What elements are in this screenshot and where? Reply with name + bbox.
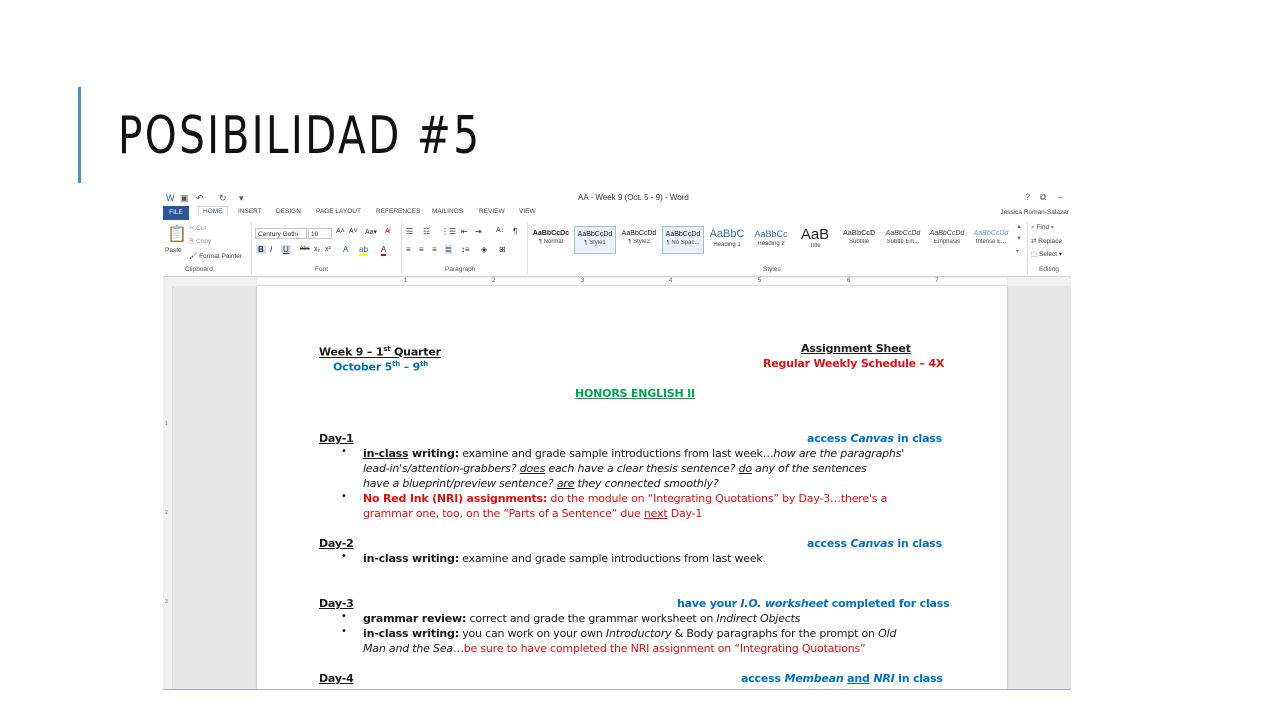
day3-access: have your I.O. worksheet completed for class (677, 597, 950, 610)
clear-formatting-icon[interactable]: A̸ (385, 228, 390, 235)
font-name-select[interactable]: Century Gothi (255, 228, 307, 239)
bullet-icon: • (341, 551, 347, 562)
day3-item2-line2: Man and the Sea…be sure to have completed the NRI assignment on “Integrating Quotations” (363, 642, 866, 655)
screenshot-bottom-edge (163, 689, 1071, 690)
assignment-sheet-heading: Assignment Sheet (801, 342, 911, 355)
style-preview: AaBbCcDd (577, 231, 613, 238)
increase-indent-icon[interactable]: ⇥ (475, 227, 482, 236)
tab-mailings[interactable]: MAILINGS (432, 208, 464, 215)
numbering-icon[interactable]: ☷ (423, 227, 431, 236)
ruler-number: 7 (935, 278, 939, 284)
decrease-indent-icon[interactable]: ⇤ (461, 227, 468, 236)
font-group-label: Font (315, 266, 329, 273)
day1-item2-line2: grammar one, too, on the “Parts of a Sentence” due next Day-1 (363, 507, 703, 520)
copy-button[interactable]: ⎘ Copy (189, 238, 212, 245)
style-preview: AaBbCcDd (665, 231, 701, 238)
ruler-number: 6 (847, 278, 851, 284)
style-name: Heading 2 (757, 241, 785, 247)
vruler-number: 1 (165, 421, 168, 427)
word-screenshot (163, 190, 1071, 690)
style-name: ¶ Style1 (584, 240, 606, 246)
align-right-icon[interactable]: ≡ (432, 245, 437, 254)
divider (1027, 222, 1028, 274)
day2-item1: in-class writing: examine and grade sample introductions from last week (363, 552, 763, 565)
day1-item1-line1: in-class writing: examine and grade sample introductions from last week…how are the paragraphs' (363, 447, 905, 460)
title-bar (163, 190, 1071, 206)
style-tile[interactable] (750, 226, 792, 254)
justify-icon[interactable]: ≣ (445, 245, 452, 254)
day3-item1: grammar review: correct and grade the grammar worksheet on Indirect Objects (363, 612, 801, 625)
italic-icon[interactable]: I (270, 245, 273, 254)
style-preview: AaBbCcDd (885, 230, 921, 237)
style-preview: AaBbCcD (842, 230, 876, 237)
window-title: AA - Week 9 (Oct. 5 - 9) - Word (578, 193, 689, 202)
show-marks-icon[interactable]: ¶ (513, 227, 518, 236)
underline-icon[interactable]: U (283, 245, 289, 254)
format-painter-button[interactable]: 🖌 Format Painter (189, 253, 243, 260)
schedule-label: Regular Weekly Schedule – 4X (763, 357, 945, 370)
date-range: October 5th – 9th (333, 360, 429, 374)
gallery-more-icon[interactable]: ▾ (1016, 249, 1020, 255)
day2-label: Day-2 (319, 537, 354, 550)
grow-font-icon[interactable]: A˄ (336, 228, 345, 235)
change-case-icon[interactable]: Aa▾ (365, 229, 378, 236)
undo-icon[interactable]: ↶ (196, 193, 204, 203)
style-tile[interactable] (662, 226, 704, 254)
style-tile[interactable] (794, 226, 836, 254)
word-app-icon: W (166, 193, 175, 203)
day2-access: access Canvas in class (807, 537, 943, 550)
divider (527, 222, 528, 274)
strikethrough-icon[interactable]: abc (300, 246, 310, 252)
style-tile[interactable] (574, 226, 616, 254)
style-name: Heading 1 (713, 242, 741, 248)
subscript-icon[interactable]: x₂ (314, 246, 321, 253)
highlight-icon[interactable]: ab (359, 245, 368, 254)
ruler-number: 4 (669, 278, 673, 284)
tab-file[interactable]: FILE (163, 206, 189, 220)
select-button[interactable]: ⬚ Select ▾ (1031, 251, 1063, 258)
style-preview: AaBbC (709, 228, 745, 240)
bullets-icon[interactable]: ☰ (406, 227, 414, 236)
style-name: Subtitle (848, 239, 869, 245)
multilevel-list-icon[interactable]: ⋮☰ (441, 227, 457, 236)
style-name: ¶ Normal (538, 239, 564, 245)
customize-toolbar-icon[interactable]: ▾ (239, 193, 244, 203)
document-page[interactable] (257, 286, 1007, 690)
align-center-icon[interactable]: ≡ (419, 245, 424, 254)
slide-title: POSIBILIDAD #5 (118, 106, 482, 166)
style-name: Intense E... (975, 239, 1007, 245)
divider (401, 222, 402, 274)
style-tile[interactable] (838, 226, 880, 254)
font-size-select[interactable]: 10 (308, 228, 332, 239)
week-heading: Week 9 – 1st Quarter (319, 345, 441, 359)
clipboard-group-label: Clipboard (185, 266, 213, 273)
sort-icon[interactable]: A↓ (496, 227, 505, 234)
vertical-ruler[interactable] (163, 286, 173, 690)
styles-group-label: Styles (763, 266, 781, 273)
style-tile[interactable] (926, 226, 968, 254)
style-preview: AaBbCcDd (929, 230, 965, 237)
style-tile[interactable] (970, 226, 1012, 254)
paste-icon[interactable]: 📋 (167, 226, 187, 243)
bullet-icon: • (341, 626, 347, 637)
style-tile[interactable] (882, 226, 924, 254)
style-tile[interactable] (618, 226, 660, 254)
editing-group-label: Editing (1039, 266, 1059, 273)
redo-icon[interactable]: ↻ (219, 193, 227, 203)
style-tile[interactable] (530, 226, 572, 254)
style-name: Subtle Em... (886, 239, 920, 245)
day3-item2-line1: in-class writing: you can work on your own Introductory & Body paragraphs for the prompt on Old (363, 627, 897, 640)
ribbon-tabs (163, 206, 1071, 221)
course-title: HONORS ENGLISH II (575, 387, 695, 400)
text-effects-icon[interactable]: A (343, 245, 349, 254)
tab-page-layout[interactable]: PAGE LAYOUT (316, 208, 361, 215)
style-preview: AaB (800, 226, 830, 243)
bold-icon[interactable]: B (258, 245, 264, 254)
day3-label: Day-3 (319, 597, 354, 610)
tab-references[interactable]: REFERENCES (376, 208, 421, 215)
style-name: Emphasis (933, 239, 961, 245)
day1-label: Day-1 (319, 432, 354, 445)
superscript-icon[interactable]: x² (325, 246, 331, 253)
ribbon-display-icon[interactable]: ⧉ (1040, 192, 1047, 202)
style-preview: AaBbCcDd (621, 230, 657, 237)
day1-item1-line2: lead-in's/attention-grabbers? does each have a clear thesis sentence? do any of the sentences (363, 462, 867, 475)
tab-home[interactable]: HOME (198, 206, 228, 216)
ribbon-home (163, 220, 1071, 277)
save-icon[interactable]: ▣ (180, 193, 189, 203)
tab-review[interactable]: REVIEW (479, 208, 505, 215)
align-left-icon[interactable]: ≡ (406, 245, 411, 254)
font-color-icon[interactable]: A (381, 245, 387, 254)
slide-accent-bar (78, 87, 81, 183)
vruler-number: 2 (165, 510, 168, 516)
style-name: ¶ Style2 (628, 239, 650, 245)
ruler-text-area (257, 278, 1007, 285)
day1-item2-line1: No Red Ink (NRI) assignments: do the module on “Integrating Quotations” by Day-3…there's a (363, 492, 888, 505)
tab-view[interactable]: VIEW (519, 208, 536, 215)
bullet-icon: • (341, 446, 347, 457)
borders-icon[interactable]: ⊞ (499, 245, 506, 254)
gallery-up-icon[interactable]: ▲ (1016, 224, 1022, 230)
line-spacing-icon[interactable]: ↕≡ (461, 245, 470, 254)
paragraph-group-label: Paragraph (445, 266, 476, 273)
day1-item1-line3: have a blueprint/preview sentence? are they connected smoothly? (363, 477, 719, 490)
minimize-icon[interactable]: – (1058, 192, 1064, 202)
vruler-number: 3 (165, 599, 168, 605)
ruler-number: 2 (492, 278, 496, 284)
bullet-icon: • (341, 611, 347, 622)
day1-access: access Canvas in class (807, 432, 943, 445)
paste-button[interactable]: Paste (165, 247, 182, 254)
shading-icon[interactable]: ◈ (481, 245, 488, 254)
ruler-number: 3 (581, 278, 585, 284)
shrink-font-icon[interactable]: A˅ (349, 228, 358, 235)
divider (251, 222, 252, 274)
gallery-down-icon[interactable]: ▼ (1016, 236, 1022, 242)
style-preview: AaBbCcDd (973, 230, 1009, 237)
style-preview: AaBbCc (754, 229, 788, 239)
tab-insert[interactable]: INSERT (238, 208, 262, 215)
style-preview: AaBbCcDc (532, 230, 570, 237)
day4-access: access Membean and NRI in class (741, 672, 943, 685)
help-icon[interactable]: ? (1025, 192, 1031, 202)
ruler-number: 5 (758, 278, 762, 284)
style-tile[interactable] (706, 226, 748, 254)
style-name: ¶ No Spac... (666, 240, 700, 246)
user-name[interactable]: Jessica Roman-Salazar (1000, 209, 1069, 216)
tab-design[interactable]: DESIGN (276, 208, 301, 215)
replace-button[interactable]: ⇄ Replace (1031, 238, 1063, 245)
cut-button[interactable]: ✂ Cut (189, 225, 207, 232)
style-name: Title (809, 243, 821, 249)
ruler-number: 1 (404, 278, 408, 284)
day4-label: Day-4 (319, 672, 354, 685)
find-button[interactable]: ⌕ Find ▾ (1031, 224, 1054, 231)
bullet-icon: • (341, 491, 347, 502)
